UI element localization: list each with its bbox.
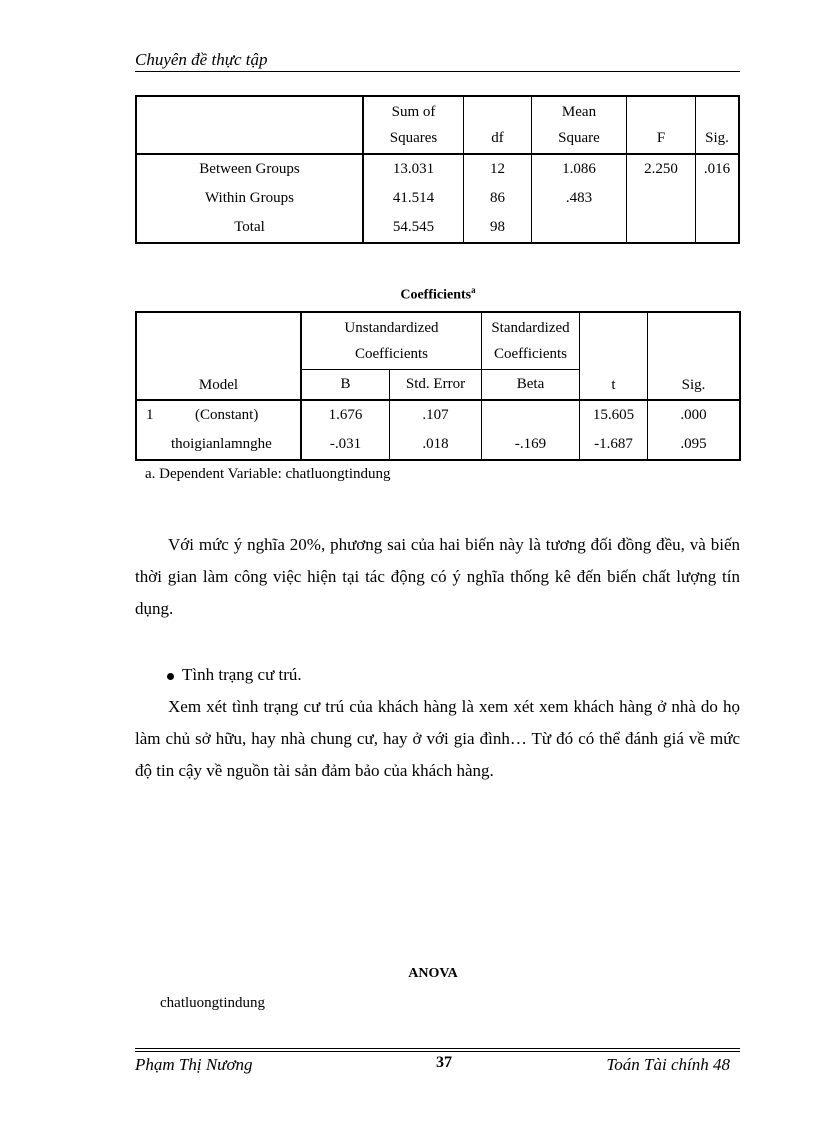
- footer-rule-top: [135, 1048, 740, 1049]
- coef-header-sig: Sig.: [681, 377, 706, 393]
- coef-header-se: Std. Error: [390, 370, 482, 401]
- anova-caption-title: ANOVA: [408, 966, 458, 981]
- anova-header-sig: Sig.: [705, 129, 729, 146]
- footer-author: Phạm Thị Nương: [135, 1055, 253, 1074]
- table-row: 1 (Constant) 1.676 .107 15.605 .000: [136, 400, 740, 430]
- coef-header-model: Model: [136, 312, 301, 400]
- coef-header-b: B: [301, 370, 390, 401]
- table-row: Within Groups 41.514 86 .483: [136, 184, 739, 213]
- anova-header-ms: Mean Square: [532, 96, 627, 154]
- paragraph-1: Với mức ý nghĩa 20%, phương sai của hai biến này là tương đối đồng đều, và biến thời gian làm công việc hiện tại tác động có ý nghĩa thống kê đến biến chất lượng tín dụng.: [135, 535, 740, 618]
- anova-header-df: df: [464, 96, 532, 154]
- footer-class-name: Toán Tài chính 48: [606, 1055, 730, 1074]
- anova-header-ss: Sum of Squares: [363, 96, 464, 154]
- page-number: 37: [436, 1054, 452, 1071]
- coef-header-std: Standardized Coefficients: [482, 312, 580, 370]
- page-header-title: Chuyên đề thực tập: [135, 50, 268, 69]
- header-rule: [135, 71, 740, 72]
- coef-header-unstd: Unstandardized Coefficients: [301, 312, 482, 370]
- coefficients-title: Coefficients$^a$: [400, 285, 476, 303]
- bullet-icon: [167, 673, 174, 680]
- anova-header-empty: [136, 96, 363, 154]
- anova-table: [135, 95, 740, 244]
- coef-header-beta: Beta: [482, 370, 580, 401]
- table-row: Between Groups 13.031 12 1.086 2.250 .016: [136, 154, 739, 184]
- footer-rule-bottom: [135, 1051, 740, 1052]
- table-row: Total 54.545 98: [136, 213, 739, 243]
- paragraph-2: Xem xét tình trạng cư trú của khách hàng là xem xét xem khách hàng ở nhà do họ làm chủ sở hữu, hay nhà chung cư, hay ở với gia đình… Từ đó có thể đánh giá về mức độ tin cậy về nguồn tài sản đảm bảo của khách hàng.: [135, 697, 740, 780]
- table-row: thoigianlamnghe -.031 .018 -.169 -1.687 .095: [136, 430, 740, 460]
- bullet-item: Tình trạng cư trú.: [167, 659, 737, 691]
- anova-caption-variable: chatluongtindung: [160, 995, 265, 1011]
- anova-header-f: F: [627, 96, 696, 154]
- coefficients-table: [135, 311, 741, 461]
- coefficients-footnote: a. Dependent Variable: chatluongtindung: [145, 466, 391, 482]
- coef-header-t: t: [580, 312, 648, 400]
